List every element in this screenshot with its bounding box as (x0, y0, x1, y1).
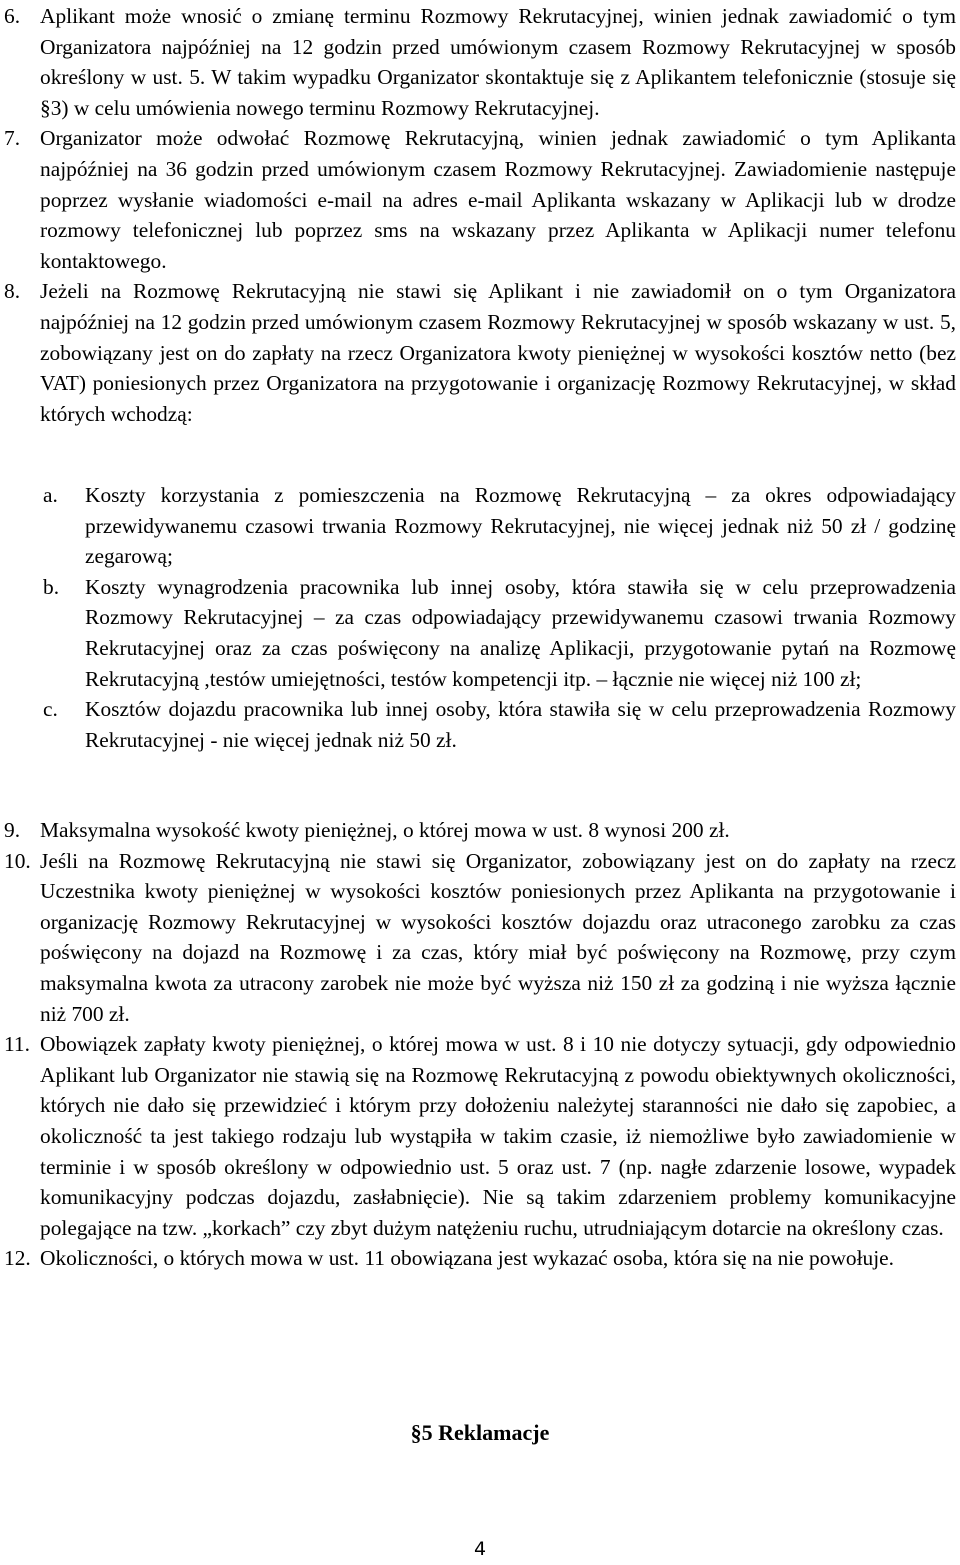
sub-list-item (4, 694, 956, 755)
sub-item-text: Koszty wynagrodzenia pracownika lub innej osoby, która stawiła się w celu przeprowadzenia Rozmowy Rekrutacyjnej – za czas odpowiadający przewidywanemu czasowi trwania Rozmowy Rekrutacyjnej oraz za czas poświęcony na analizę Aplikacji, przygotowanie pytań na Rozmowę Rekrutacyjną ,testów umiejętności, testów kompetencji itp. – łącznie nie więcej niż 100 zł; (85, 574, 956, 691)
item-text: Jeśli na Rozmowę Rekrutacyjną nie stawi się Organizator, zobowiązany jest on do zapłaty na rzecz Uczestnika kwoty pieniężnej w wysokości kosztów poniesionych przez Aplikanta na przygotowanie i organizację Rozmowy Rekrutacyjnej w wysokości kosztów dojazdu oraz utraconego zarobku za czas poświęcony na dojazd na Rozmowę i za czas, który miał być poświęcony na Rozmowę, przy czym maksymalna kwota za utracony zarobek nie może być wyższa niż 150 zł za godziną i nie wyższa łącznie niż 700 zł. (40, 848, 956, 1026)
item-text: Maksymalna wysokość kwoty pieniężnej, o której mowa w ust. 8 wynosi 200 zł. (40, 818, 730, 842)
item-number: 10. (4, 848, 31, 873)
item-text: Organizator może odwołać Rozmowę Rekrutacyjną, winien jednak zawiadomić o tym Aplikanta najpóźniej na 36 godzin przed umówionym czasem Rozmowy Rekrutacyjnej. Zawiadomienie następuje poprzez wysłanie wiadomości e-mail na adres e-mail Aplikanta wskazany w Aplikacji lub w drodze rozmowy telefonicznej lub poprzez sms na wskazany przez Aplikanta w Aplikacji numer telefonu kontaktowego. (40, 126, 956, 273)
item-number: 12. (4, 1246, 31, 1271)
item-number: 6. (4, 4, 21, 28)
list-item (4, 1243, 956, 1274)
page-number: 4 (473, 1538, 487, 1560)
item-number: 8. (4, 279, 21, 304)
section-heading: §5 Reklamacje (410, 1420, 550, 1445)
item-number: 9. (4, 818, 21, 842)
item-text: Jeżeli na Rozmowę Rekrutacyjną nie stawi się Aplikant i nie zawiadomił on o tym Organizatora najpóźniej na 12 godzin przed umówionym czasem Rozmowy Rekrutacyjnej w sposób wskazany w ust. 5, zobowiązany jest on do zapłaty na rzecz Organizatora kwoty pieniężnej w wysokości kosztów netto (bez VAT) poniesionych przez Organizatora na przygotowanie i organizację Rozmowy Rekrutacyjnej, w skład których wchodzą: (40, 279, 956, 426)
sub-item-text: Koszty korzystania z pomieszczenia na Rozmowę Rekrutacyjną – za okres odpowiadający przewidywanemu czasowi trwania Rozmowy Rekrutacyjnej, nie więcej jednak niż 50 zł / godzinę zegarową; (85, 483, 956, 569)
sub-item-letter: c. (43, 697, 58, 722)
sub-list-item (4, 480, 956, 572)
list-item (4, 1029, 956, 1243)
sub-list (4, 480, 956, 755)
numbered-list-continued (4, 815, 956, 1274)
item-number: 11. (4, 1032, 30, 1057)
list-item (4, 815, 956, 846)
sub-item-letter: a. (43, 483, 58, 507)
sub-item-text: Kosztów dojazdu pracownika lub innej osoby, która stawiła się w celu przeprowadzenia Rozmowy Rekrutacyjnej - nie więcej jednak niż 50 zł. (85, 697, 956, 752)
list-item (4, 123, 956, 276)
item-text: Aplikant może wnosić o zmianę terminu Rozmowy Rekrutacyjnej, winien jednak zawiadomić o tym Organizatora najpóźniej na 12 godzin przed umówionym czasem Rozmowy Rekrutacyjnej w sposób określony w ust. 5. W takim wypadku Organizator skontaktuje się z Aplikantem telefonicznie (stosuje się §3) w celu umówienia nowego terminu Rozmowy Rekrutacyjnej. (40, 4, 956, 120)
item-text: Obowiązek zapłaty kwoty pieniężnej, o której mowa w ust. 8 i 10 nie dotyczy sytuacji, gdy odpowiednio Aplikant lub Organizator nie stawią się na Rozmowę Rekrutacyjną z powodu obiektywnych okoliczności, których nie dało się przewidzieć i którym przy dołożeniu należytej staranności nie dało się zapobiec, a okoliczność ta jest takiego rodzaju lub wystąpiła w takim czasie, iż niemożliwe było zawiadomienie w terminie i w sposób określony w odpowiednio ust. 5 oraz ust. 7 (np. nagłe zdarzenie losowe, wypadek komunikacyjny podczas dojazdu, zasłabnięcie). Nie są takim zdarzeniem problemy komunikacyjne polegające na tzw. „korkach” czy zbyt dużym natężeniu ruchu, utrudniającym dotarcie na określony czas. (40, 1032, 956, 1240)
item-number: 7. (4, 126, 21, 151)
sub-item-letter: b. (43, 574, 60, 599)
list-item (4, 1, 956, 123)
list-item (4, 276, 956, 429)
item-text: Okoliczności, o których mowa w ust. 11 obowiązana jest wykazać osoba, która się na nie powołuje. (40, 1246, 895, 1271)
list-item (4, 846, 956, 1030)
numbered-list (4, 1, 956, 429)
sub-list-item (4, 572, 956, 694)
